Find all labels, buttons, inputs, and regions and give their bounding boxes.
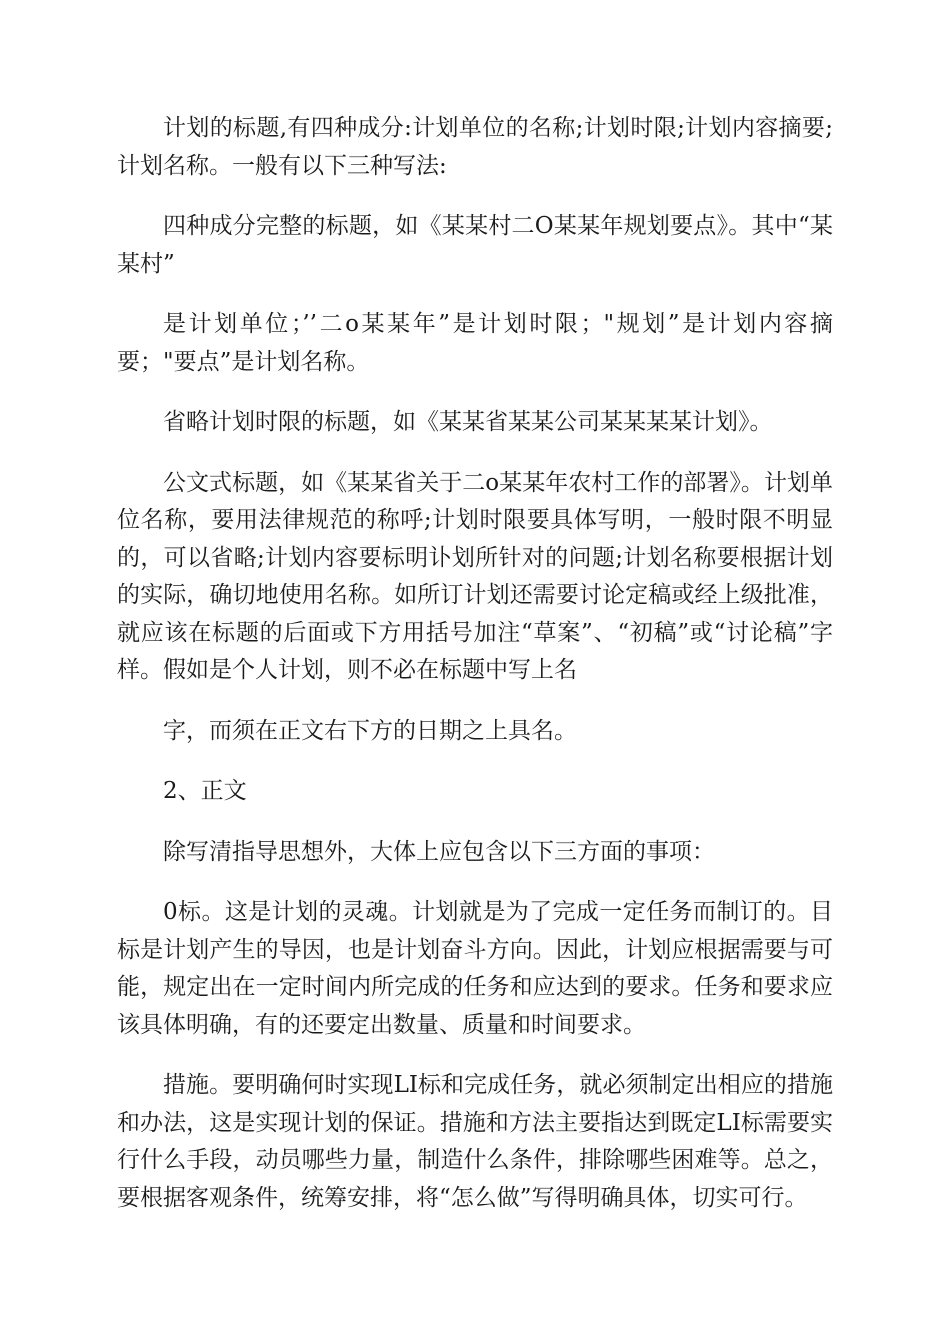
paragraph-body-intro: 除写清指导思想外，大体上应包含以下三方面的事项： [163, 838, 715, 865]
paragraph-complete-title: 四种成分完整的标题，如《某某村二O某某年规划要点》。其中“某某村” [117, 213, 833, 277]
paragraph-goals: 0标。这是计划的灵魂。计划就是为了完成一定任务而制订的。目标是计划产生的导因，也是计划奋斗方向。因此，计划应根据需要与可能，规定出在一定时间内所完成的任务和应达到的要求。任务和要求应该具体明确，有的还要定出数量、质量和时间要求。 [117, 899, 833, 1038]
paragraph-title-components: 计划的标题,有四种成分:计划单位的名称;计划时限;计划内容摘要;计划名称。一般有以下三种写法: [117, 115, 833, 179]
paragraph-signature-note: 字，而须在正文右下方的日期之上具名。 [163, 717, 577, 744]
paragraph-title-explanation: 是计划单位；’’二o某某年”是计划时限；"规划”是计划内容摘要；"要点”是计划名称。 [117, 311, 833, 375]
paragraph-omit-time-limit: 省略计划时限的标题，如《某某省某某公司某某某某计划》。 [163, 409, 773, 435]
paragraph-measures: 措施。要明确何时实现LI标和完成任务，就必须制定出相应的措施和办法，这是实现计划的保证。措施和方法主要指达到既定LI标需要实行什么手段，动员哪些力量，制造什么条件，排除哪些困难等。总之，要根据客观条件，统筹安排，将“怎么做”写得明确具体，切实可行。 [117, 1072, 833, 1211]
document-body [117, 110, 833, 1240]
section-heading-body: 2、正文 [163, 778, 247, 804]
paragraph-official-title: 公文式标题，如《某某省关于二o某某年农村工作的部署》。计划单位名称，要用法律规范的称呼;计划时限要具体写明，一般时限不明显的，可以省略;计划内容要标明讣划所针对的问题;计划名称要根据计划的实际，确切地使用名称。如所订计划还需要讨论定稿或经上级批准，就应该在标题的后面或下方用括号加注“草案”、“初稿”或“讨论稿”字样。假如是个人计划，则不必在标题中写上名 [117, 469, 833, 683]
